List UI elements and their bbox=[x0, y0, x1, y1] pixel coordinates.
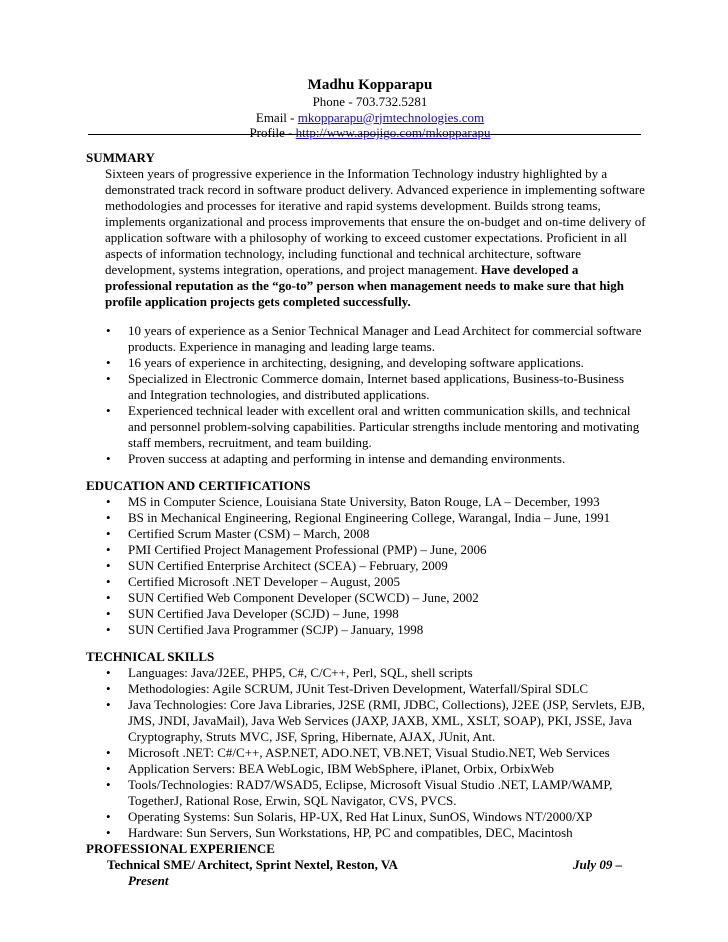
education-text: Certified Scrum Master (CSM) – March, 2008 bbox=[128, 526, 370, 541]
skill-item bbox=[86, 777, 646, 809]
education-item bbox=[86, 574, 646, 590]
summary-title: SUMMARY bbox=[86, 150, 155, 165]
skill-item bbox=[86, 809, 646, 825]
bullet-icon: • bbox=[106, 761, 111, 776]
education-text: SUN Certified Java Developer (SCJD) – June, 1998 bbox=[128, 606, 399, 621]
bullet-icon: • bbox=[106, 606, 111, 621]
summary-bullet bbox=[86, 451, 646, 467]
education-item bbox=[86, 510, 646, 526]
bullet-icon: • bbox=[106, 494, 111, 509]
bullet-icon: • bbox=[106, 510, 111, 525]
bullet-icon: • bbox=[106, 558, 111, 573]
skill-text: Languages: Java/J2EE, PHP5, C#, C/C++, Perl, SQL, shell scripts bbox=[128, 665, 473, 680]
bullet-icon: • bbox=[106, 355, 111, 370]
header-divider bbox=[88, 134, 641, 135]
bullet-icon: • bbox=[106, 777, 111, 792]
phone-line: Phone - 703.732.5281 bbox=[312, 94, 428, 109]
education-item bbox=[86, 590, 646, 606]
summary-bullet-list bbox=[86, 323, 646, 467]
summary-paragraph bbox=[105, 166, 646, 310]
bullet-icon: • bbox=[106, 574, 111, 589]
resume-header bbox=[90, 76, 640, 141]
education-list bbox=[86, 494, 646, 638]
skill-item bbox=[86, 761, 646, 777]
education-item bbox=[86, 494, 646, 510]
education-text: SUN Certified Enterprise Architect (SCEA) – February, 2009 bbox=[128, 558, 448, 573]
education-item bbox=[86, 542, 646, 558]
skill-item bbox=[86, 681, 646, 697]
bullet-icon: • bbox=[106, 542, 111, 557]
email-line bbox=[100, 110, 640, 126]
job-date: July 09 – bbox=[573, 857, 623, 872]
education-text: SUN Certified Web Component Developer (SCWCD) – June, 2002 bbox=[128, 590, 479, 605]
education-text: Certified Microsoft .NET Developer – August, 2005 bbox=[128, 574, 400, 589]
skills-list bbox=[86, 665, 646, 841]
skill-text: Tools/Technologies: RAD7/WSAD5, Eclipse, Microsoft Visual Studio .NET, LAMP/WAMP, TogetherJ, Rational Rose, Erwin, SQL Navigator, CVS, PVCS. bbox=[128, 777, 613, 808]
bullet-icon: • bbox=[106, 526, 111, 541]
summary-bullet-text: 10 years of experience as a Senior Technical Manager and Lead Architect for commercial software products. Experience in managing and leading large teams. bbox=[128, 323, 642, 354]
job-title: Technical SME/ Architect, Sprint Nextel, Reston, VA bbox=[107, 857, 398, 872]
skill-item bbox=[86, 825, 646, 841]
skill-text: Microsoft .NET: C#/C++, ASP.NET, ADO.NET, VB.NET, Visual Studio.NET, Web Services bbox=[128, 745, 610, 760]
profile-link[interactable]: http://www.apojigo.com/mkopparapu bbox=[295, 125, 491, 140]
skill-text: Application Servers: BEA WebLogic, IBM WebSphere, iPlanet, Orbix, OrbixWeb bbox=[128, 761, 555, 776]
summary-bullet bbox=[86, 371, 646, 403]
education-title: EDUCATION AND CERTIFICATIONS bbox=[86, 478, 311, 493]
bullet-icon: • bbox=[106, 371, 111, 386]
bullet-icon: • bbox=[106, 681, 111, 696]
summary-bullet-text: 16 years of experience in architecting, designing, and developing software applications. bbox=[128, 355, 584, 370]
summary-bullet-text: Proven success at adapting and performing in intense and demanding environments. bbox=[128, 451, 566, 466]
experience-title: PROFESSIONAL EXPERIENCE bbox=[86, 841, 275, 856]
education-item bbox=[86, 622, 646, 638]
education-item bbox=[86, 526, 646, 542]
education-item bbox=[86, 558, 646, 574]
summary-bullet bbox=[86, 403, 646, 451]
bullet-icon: • bbox=[106, 622, 111, 637]
bullet-icon: • bbox=[106, 403, 111, 418]
bullet-icon: • bbox=[106, 809, 111, 824]
skills-title: TECHNICAL SKILLS bbox=[86, 649, 215, 664]
bullet-icon: • bbox=[106, 590, 111, 605]
bullet-icon: • bbox=[106, 451, 111, 466]
resume-content bbox=[86, 150, 646, 889]
summary-bullet-text: Specialized in Electronic Commerce domain, Internet based applications, Business-to-Business and Integration technologies, and distributed applications. bbox=[128, 371, 625, 402]
education-text: BS in Mechanical Engineering, Regional Engineering College, Warangal, India – June, 1991 bbox=[128, 510, 611, 525]
skill-text: Operating Systems: Sun Solaris, HP-UX, Red Hat Linux, SunOS, Windows NT/2000/XP bbox=[128, 809, 593, 824]
education-text: PMI Certified Project Management Professional (PMP) – June, 2006 bbox=[128, 542, 487, 557]
education-item bbox=[86, 606, 646, 622]
bullet-icon: • bbox=[106, 665, 111, 680]
education-text: SUN Certified Java Programmer (SCJP) – January, 1998 bbox=[128, 622, 424, 637]
profile-prefix: Profile - bbox=[249, 125, 296, 140]
summary-bold-text: Have developed a professional reputation as the “go-to” person when management needs to make sure that high profile application projects gets completed successfully. bbox=[105, 262, 624, 309]
profile-line bbox=[100, 125, 640, 141]
bullet-icon: • bbox=[106, 745, 111, 760]
skill-text: Java Technologies: Core Java Libraries, J2SE (RMI, JDBC, Collections), J2EE (JSP, Servlets, EJB, JMS, JNDI, JavaMail), Java Web Services (JAXP, JAXB, XML, XSLT, SOAP), PKI, JSSE, Java Cryptography, Struts MVC, JSF, Spring, Hibernate, AJAX, JUnit, Ant. bbox=[128, 697, 645, 744]
education-text: MS in Computer Science, Louisiana State University, Baton Rouge, LA – December, 1993 bbox=[128, 494, 600, 509]
skill-item bbox=[86, 745, 646, 761]
email-prefix: Email - bbox=[255, 109, 298, 125]
email-link[interactable]: mkopparapu@rjmtechnologies.com bbox=[297, 109, 485, 125]
bullet-icon: • bbox=[106, 825, 111, 840]
job-present: Present bbox=[128, 873, 169, 888]
summary-text: Sixteen years of progressive experience in the Information Technology industry highlighted by a demonstrated track record in software product delivery. Advanced experience in implementing software methodologies and processes for iterative and rapid systems development. Builds strong teams, implements organizational and process improvements that ensure the on-budget and on-time delivery of application software with a philosophy of working to exceed customer expectations. Proficient in all aspects of information technology, including functional and technical architecture, software development, systems integration, operations, and project management. bbox=[105, 166, 646, 277]
skill-text: Hardware: Sun Servers, Sun Workstations, HP, PC and compatibles, DEC, Macintosh bbox=[128, 825, 573, 840]
job-entry bbox=[107, 857, 646, 873]
summary-bullet bbox=[86, 355, 646, 371]
bullet-icon: • bbox=[106, 697, 111, 712]
skill-item bbox=[86, 665, 646, 681]
summary-bullet bbox=[86, 323, 646, 355]
candidate-name: Madhu Kopparapu bbox=[307, 77, 433, 93]
summary-bullet-text: Experienced technical leader with excellent oral and written communication skills, and technical and personnel problem-solving capabilities. Particular strengths include mentoring and motivating staff members, recruitment, and team building. bbox=[128, 403, 640, 450]
bullet-icon: • bbox=[106, 323, 111, 338]
skill-item bbox=[86, 697, 646, 745]
skill-text: Methodologies: Agile SCRUM, JUnit Test-Driven Development, Waterfall/Spiral SDLC bbox=[128, 681, 589, 696]
